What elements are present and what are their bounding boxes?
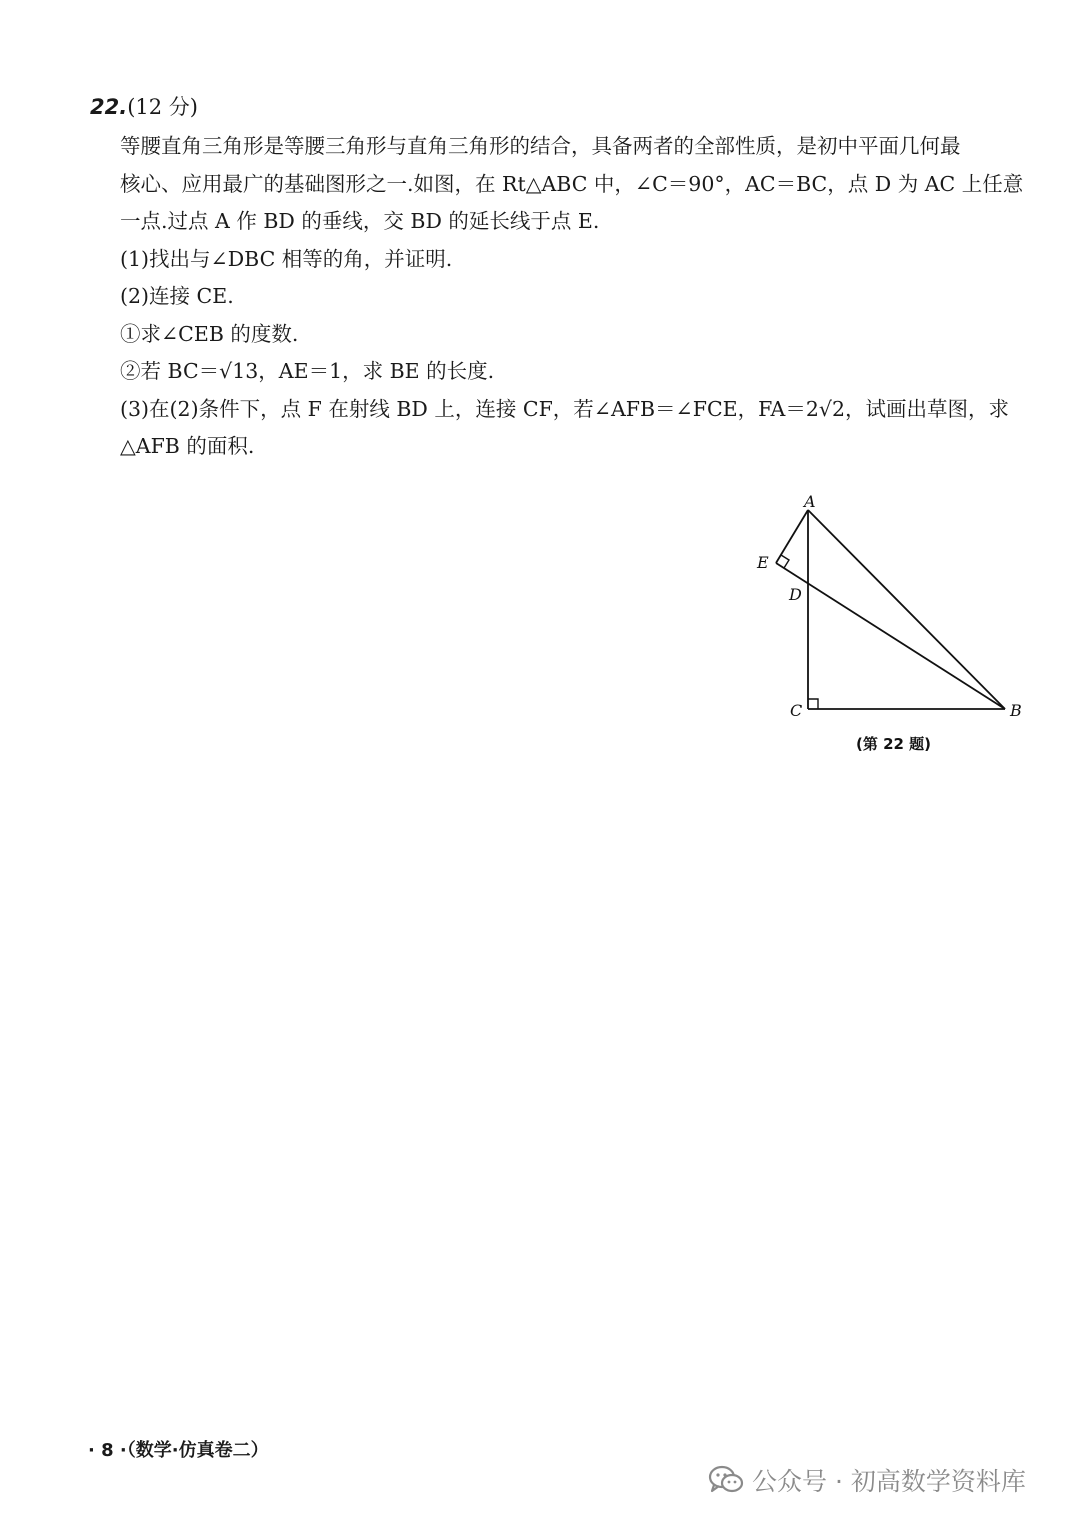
body-line-2: 核心、应用最广的基础图形之一.如图，在 Rt△ABC 中，∠C＝90°，AC＝BC，点 D 为 AC 上任意: [120, 171, 1024, 196]
right-angle-mark-c: [808, 699, 818, 709]
question-number: 22.: [90, 95, 128, 119]
label-c: C: [790, 701, 803, 720]
watermark-text: 公众号 · 初高数学资料库: [752, 1467, 1026, 1496]
segment-ab: [808, 510, 1005, 709]
watermark: [708, 1460, 1026, 1500]
label-b: B: [1010, 701, 1022, 720]
subquestion-1: (1)找出与∠DBC 相等的角，并证明.: [120, 246, 453, 271]
question-score: (12 分): [127, 95, 198, 119]
triangle-diagram: [740, 485, 1040, 775]
subquestion-3: (3)在(2)条件下，点 F 在射线 BD 上，连接 CF，若∠AFB＝∠FCE，FA＝2√2，试画出草图，求: [120, 396, 1010, 421]
subquestion-2-part-2: ②若 BC＝√13，AE＝1，求 BE 的长度.: [120, 359, 495, 383]
subquestion-2: (2)连接 CE.: [120, 284, 234, 308]
segment-ae: [776, 510, 808, 563]
label-a: A: [804, 492, 816, 511]
label-e: E: [757, 553, 769, 572]
label-d: D: [789, 585, 802, 604]
body-line-3: 一点.过点 A 作 BD 的垂线，交 BD 的延长线于点 E.: [120, 209, 600, 233]
geometry-figure: [740, 485, 1040, 775]
question-body: [120, 128, 1030, 466]
figure-caption: (第 22 题): [856, 735, 932, 753]
question-header: [90, 92, 198, 122]
wechat-icon: [708, 1465, 744, 1495]
segment-eb: [776, 563, 1005, 709]
body-line-1: 等腰直角三角形是等腰三角形与直角三角形的结合，具备两者的全部性质，是初中平面几何最: [120, 134, 961, 158]
subquestion-3-continued: △AFB 的面积.: [120, 434, 255, 458]
subquestion-2-part-1: ①求∠CEB 的度数.: [120, 321, 299, 346]
page-footer: · 8 ·（数学·仿真卷二）: [88, 1440, 269, 1461]
